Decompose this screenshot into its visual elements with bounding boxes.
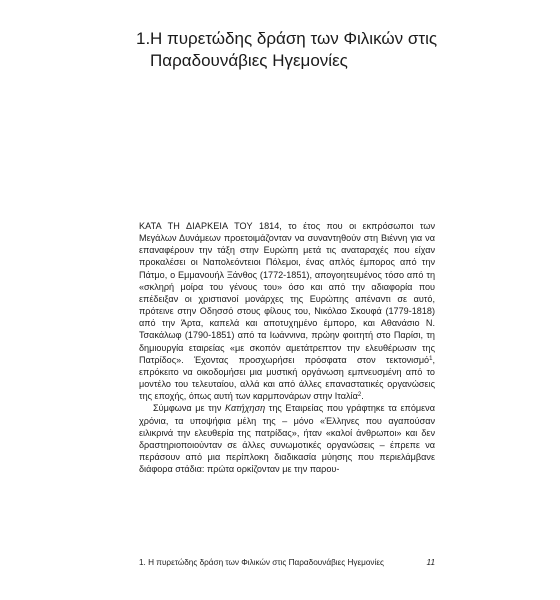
paragraph-2-text-b: της Εταιρείας που γράφτηκε τα επόμενα χρόνια, τα υποψήφια μέλη της – μόνο «Έλληνες που αγαπούσαν ειλικρινά την ελευθερία της πατρίδας», ήταν «καλοί άνθρωποι» και δεν δραστηριοποιούνταν σε άλλες συνωμοτικές οργανώσεις – έπρεπε να περάσουν από μια περίπλοκη διαδικασία μύησης που περιελάμβανε διάφορα στάδια: πρώτα ορκίζονταν με την παρου- xyxy=(139,403,435,475)
paragraph-2 xyxy=(139,402,435,475)
paragraph-1-text-b: , επρόκειτο να οικοδομήσει μια μυστική οργάνωση εμπνευσμένη από το μοντέλο του τελευταίου, αλλά και από άλλες επαναστατικές οργανώσεις της εποχής, όπως αυτή των καρμπονάρων στην Ιταλία xyxy=(139,354,435,402)
paragraph-1-text-a: 1814, το έτος που οι εκπρόσωποι των Μεγάλων Δυνάμεων προετοιμάζονταν να συναντηθούν στη Βιέννη για να επαναφέρουν την τάξη στην Ευρώπη μετά τις αναταραχές που είχαν προκαλέσει οι Ναπολεόντειοι Πόλεμοι, ένας απλός έμπορος από την Πάτμο, ο Εμμανουήλ Ξάνθος (1772-1851), απογοητευμένος τόσο από τη «σκληρή μοίρα του γένους του» όσο και από την αδιαφορία που επέδειξαν οι χριστιανοί μονάρχες της Ευρώπης απέναντι σε αυτό, πρότεινε στην Οδησσό στους φίλους του, Νικόλαο Σκουφά (1779-1818) από την Άρτα, καπελά και αποτυχημένο έμπορο, και Αθανάσιο Ν. Τσακάλωφ (1790-1851) από τα Ιωάννινα, πρώην φοιτητή στο Παρίσι, τη δημιουργία εταιρείας «με σκοπόν αμετάτρεπτον την ελευθέρωσιν της Πατρίδος». Έχοντας προσχωρήσει πρόσφατα στον τεκτονισμό xyxy=(139,221,435,365)
chapter-number: 1. xyxy=(136,29,151,48)
paragraph-2-italic: Κατήχηση xyxy=(225,403,266,414)
running-title: 1. Η πυρετώδης δράση των Φιλικών στις Παραδουνάβιες Ηγεμονίες xyxy=(139,558,384,567)
paragraph-1-end: . xyxy=(361,391,364,402)
page-footer xyxy=(139,557,435,569)
chapter-title-line1: Η πυρετώδης δράση των Φιλικών στις xyxy=(150,29,438,48)
page-number: 11 xyxy=(426,558,435,567)
paragraph-2-text-a: Σύμφωνα με την xyxy=(153,403,225,414)
chapter-title-line2: Παραδουνάβιες Ηγεμονίες xyxy=(150,51,348,70)
chapter-title xyxy=(136,28,476,72)
footnote-ref-1[interactable]: 1 xyxy=(429,355,433,362)
opening-smallcaps: ΚΑΤΑ ΤΗ ΔΙΑΡΚΕΙΑ ΤΟΥ xyxy=(139,221,253,231)
body-text xyxy=(139,220,435,475)
footnote-ref-2[interactable]: 2 xyxy=(357,392,362,399)
paragraph-1 xyxy=(139,220,435,402)
